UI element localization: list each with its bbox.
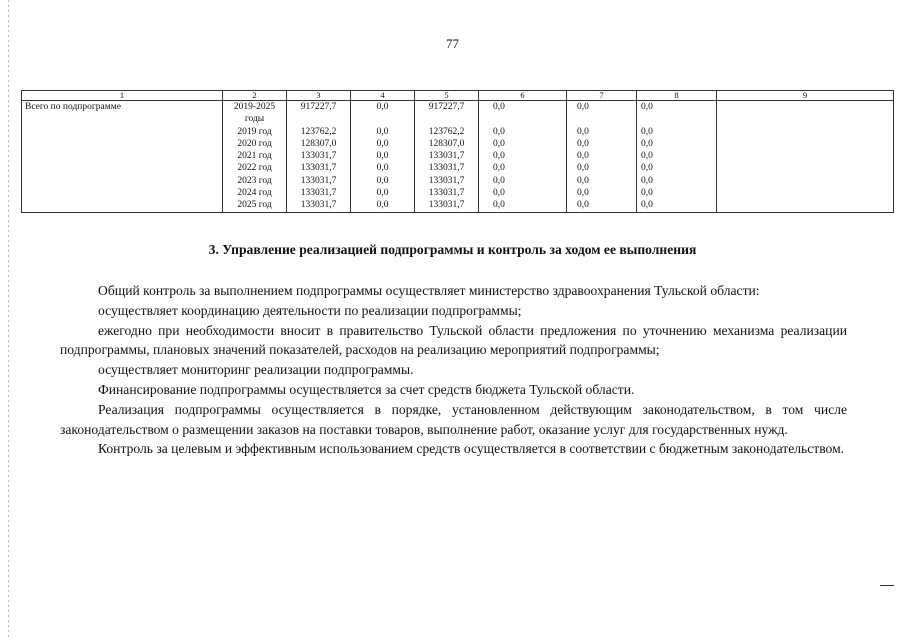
- period-line: 2020 год: [237, 138, 272, 149]
- value-cell: 0,0: [376, 175, 389, 186]
- table-header-row: [22, 91, 894, 101]
- value-cell: 0,0: [493, 163, 505, 174]
- header-col-6: 6: [479, 91, 567, 101]
- scan-edge-mark: [8, 0, 9, 640]
- value-cell: 123762,2: [428, 126, 465, 137]
- value-cell: 0,0: [493, 188, 505, 199]
- value-cell: 0,0: [493, 126, 505, 137]
- period-line: 2021 год: [237, 151, 272, 162]
- page-number: 77: [446, 36, 459, 51]
- value-cell: 133031,7: [428, 188, 465, 199]
- column-6: [479, 101, 567, 213]
- value-cell: 0,0: [577, 163, 589, 174]
- financing-table: [21, 90, 894, 213]
- value-cell: 0,0: [493, 138, 505, 149]
- value-cell: 128307,0: [428, 138, 465, 149]
- period-line: 2024 год: [237, 188, 272, 199]
- column-8: [637, 101, 717, 213]
- section-body: [60, 281, 847, 459]
- column-5: [415, 101, 479, 213]
- period-line: 2025 год: [237, 200, 272, 211]
- paragraph: осуществляет координацию деятельности по реализации подпрограммы;: [98, 302, 522, 318]
- value-cell: 133031,7: [300, 175, 337, 186]
- value-cell: 0,0: [493, 102, 505, 112]
- header-col-1: 1: [22, 91, 223, 101]
- column-4: [351, 101, 415, 213]
- value-cell: 0,0: [493, 175, 505, 186]
- row-label-text: Всего по подпрограмме: [25, 102, 121, 112]
- paragraph: Контроль за целевым и эффективным использованием средств осуществляется в соответствии с бюджетным законодательством.: [98, 441, 845, 457]
- value-blank: [418, 113, 475, 125]
- header-col-8: 8: [637, 91, 717, 101]
- value-blank: [577, 113, 633, 125]
- value-cell: 0,0: [641, 163, 653, 174]
- value-cell: 128307,0: [300, 138, 337, 149]
- value-cell: 0,0: [641, 151, 653, 162]
- header-col-2: 2: [223, 91, 287, 101]
- value-cell: 133031,7: [300, 151, 337, 162]
- paragraph: Финансирование подпрограммы осуществляется за счет средств бюджета Тульской области.: [98, 381, 635, 397]
- value-cell: 0,0: [376, 138, 389, 149]
- value-cell: 0,0: [577, 188, 589, 199]
- value-cell: 0,0: [641, 200, 653, 211]
- value-cell: 0,0: [641, 138, 653, 149]
- value-cell: 133031,7: [428, 175, 465, 186]
- period-line: годы: [244, 114, 265, 125]
- value-cell: 0,0: [641, 175, 653, 186]
- header-col-3: 3: [287, 91, 351, 101]
- paragraph: Общий контроль за выполнением подпрограммы осуществляет министерство здравоохранения Тульской области:: [98, 283, 760, 298]
- value-cell: 917227,7: [300, 102, 337, 112]
- paragraph: ежегодно при необходимости вносит в правительство Тульской области предложения по уточнению механизма реализации подпрограммы, плановых значений показателей, расходов на реализацию мероприятий подпрограммы;: [60, 322, 847, 358]
- value-cell: 0,0: [577, 102, 589, 112]
- section-title: 3. Управление реализацией подпрограммы и контроль за ходом ее выполнения: [208, 242, 697, 257]
- value-cell: 133031,7: [300, 200, 337, 211]
- value-cell: 133031,7: [428, 151, 465, 162]
- value-cell: 0,0: [376, 102, 389, 112]
- period-line: 2023 год: [237, 175, 272, 186]
- value-cell: 133031,7: [428, 200, 465, 211]
- value-cell: 0,0: [577, 200, 589, 211]
- value-cell: 0,0: [641, 188, 653, 199]
- paragraph: Реализация подпрограммы осуществляется в порядке, установленном действующим законодательством, в том числе законодательством о размещении заказов на поставки товаров, выполнение работ, оказание услуг для государственных нужд.: [60, 401, 847, 437]
- header-col-5: 5: [415, 91, 479, 101]
- period-line: 2019 год: [237, 126, 272, 137]
- value-cell: 917227,7: [428, 102, 465, 112]
- value-blank: [493, 113, 563, 125]
- value-blank: [290, 113, 347, 125]
- scan-edge-mark-right: [880, 585, 894, 586]
- value-cell: 0,0: [493, 151, 505, 162]
- value-cell: 123762,2: [300, 126, 337, 137]
- total-column: [287, 101, 351, 213]
- value-cell: 0,0: [577, 151, 589, 162]
- value-cell: 0,0: [577, 175, 589, 186]
- value-cell: 0,0: [641, 102, 653, 112]
- column-7: [567, 101, 637, 213]
- table-row: [22, 101, 894, 213]
- value-cell: 0,0: [641, 126, 653, 137]
- period-line: 2022 год: [237, 163, 272, 174]
- value-cell: 0,0: [376, 188, 389, 199]
- header-col-9: 9: [717, 91, 894, 101]
- value-cell: 0,0: [376, 126, 389, 137]
- column-9: [717, 101, 894, 213]
- header-col-4: 4: [351, 91, 415, 101]
- value-cell: 0,0: [376, 151, 389, 162]
- value-cell: 0,0: [493, 200, 505, 211]
- paragraph: осуществляет мониторинг реализации подпрограммы.: [98, 362, 414, 378]
- value-blank: [641, 113, 713, 125]
- value-cell: 0,0: [577, 126, 589, 137]
- value-cell: 133031,7: [300, 163, 337, 174]
- row-label: [22, 101, 223, 213]
- value-cell: 133031,7: [300, 188, 337, 199]
- period-column: [223, 101, 287, 213]
- period-line: 2019-2025: [233, 102, 276, 112]
- value-blank: [354, 113, 411, 125]
- value-cell: 0,0: [376, 163, 389, 174]
- value-cell: 0,0: [376, 200, 389, 211]
- header-col-7: 7: [567, 91, 637, 101]
- value-cell: 0,0: [577, 138, 589, 149]
- value-cell: 133031,7: [428, 163, 465, 174]
